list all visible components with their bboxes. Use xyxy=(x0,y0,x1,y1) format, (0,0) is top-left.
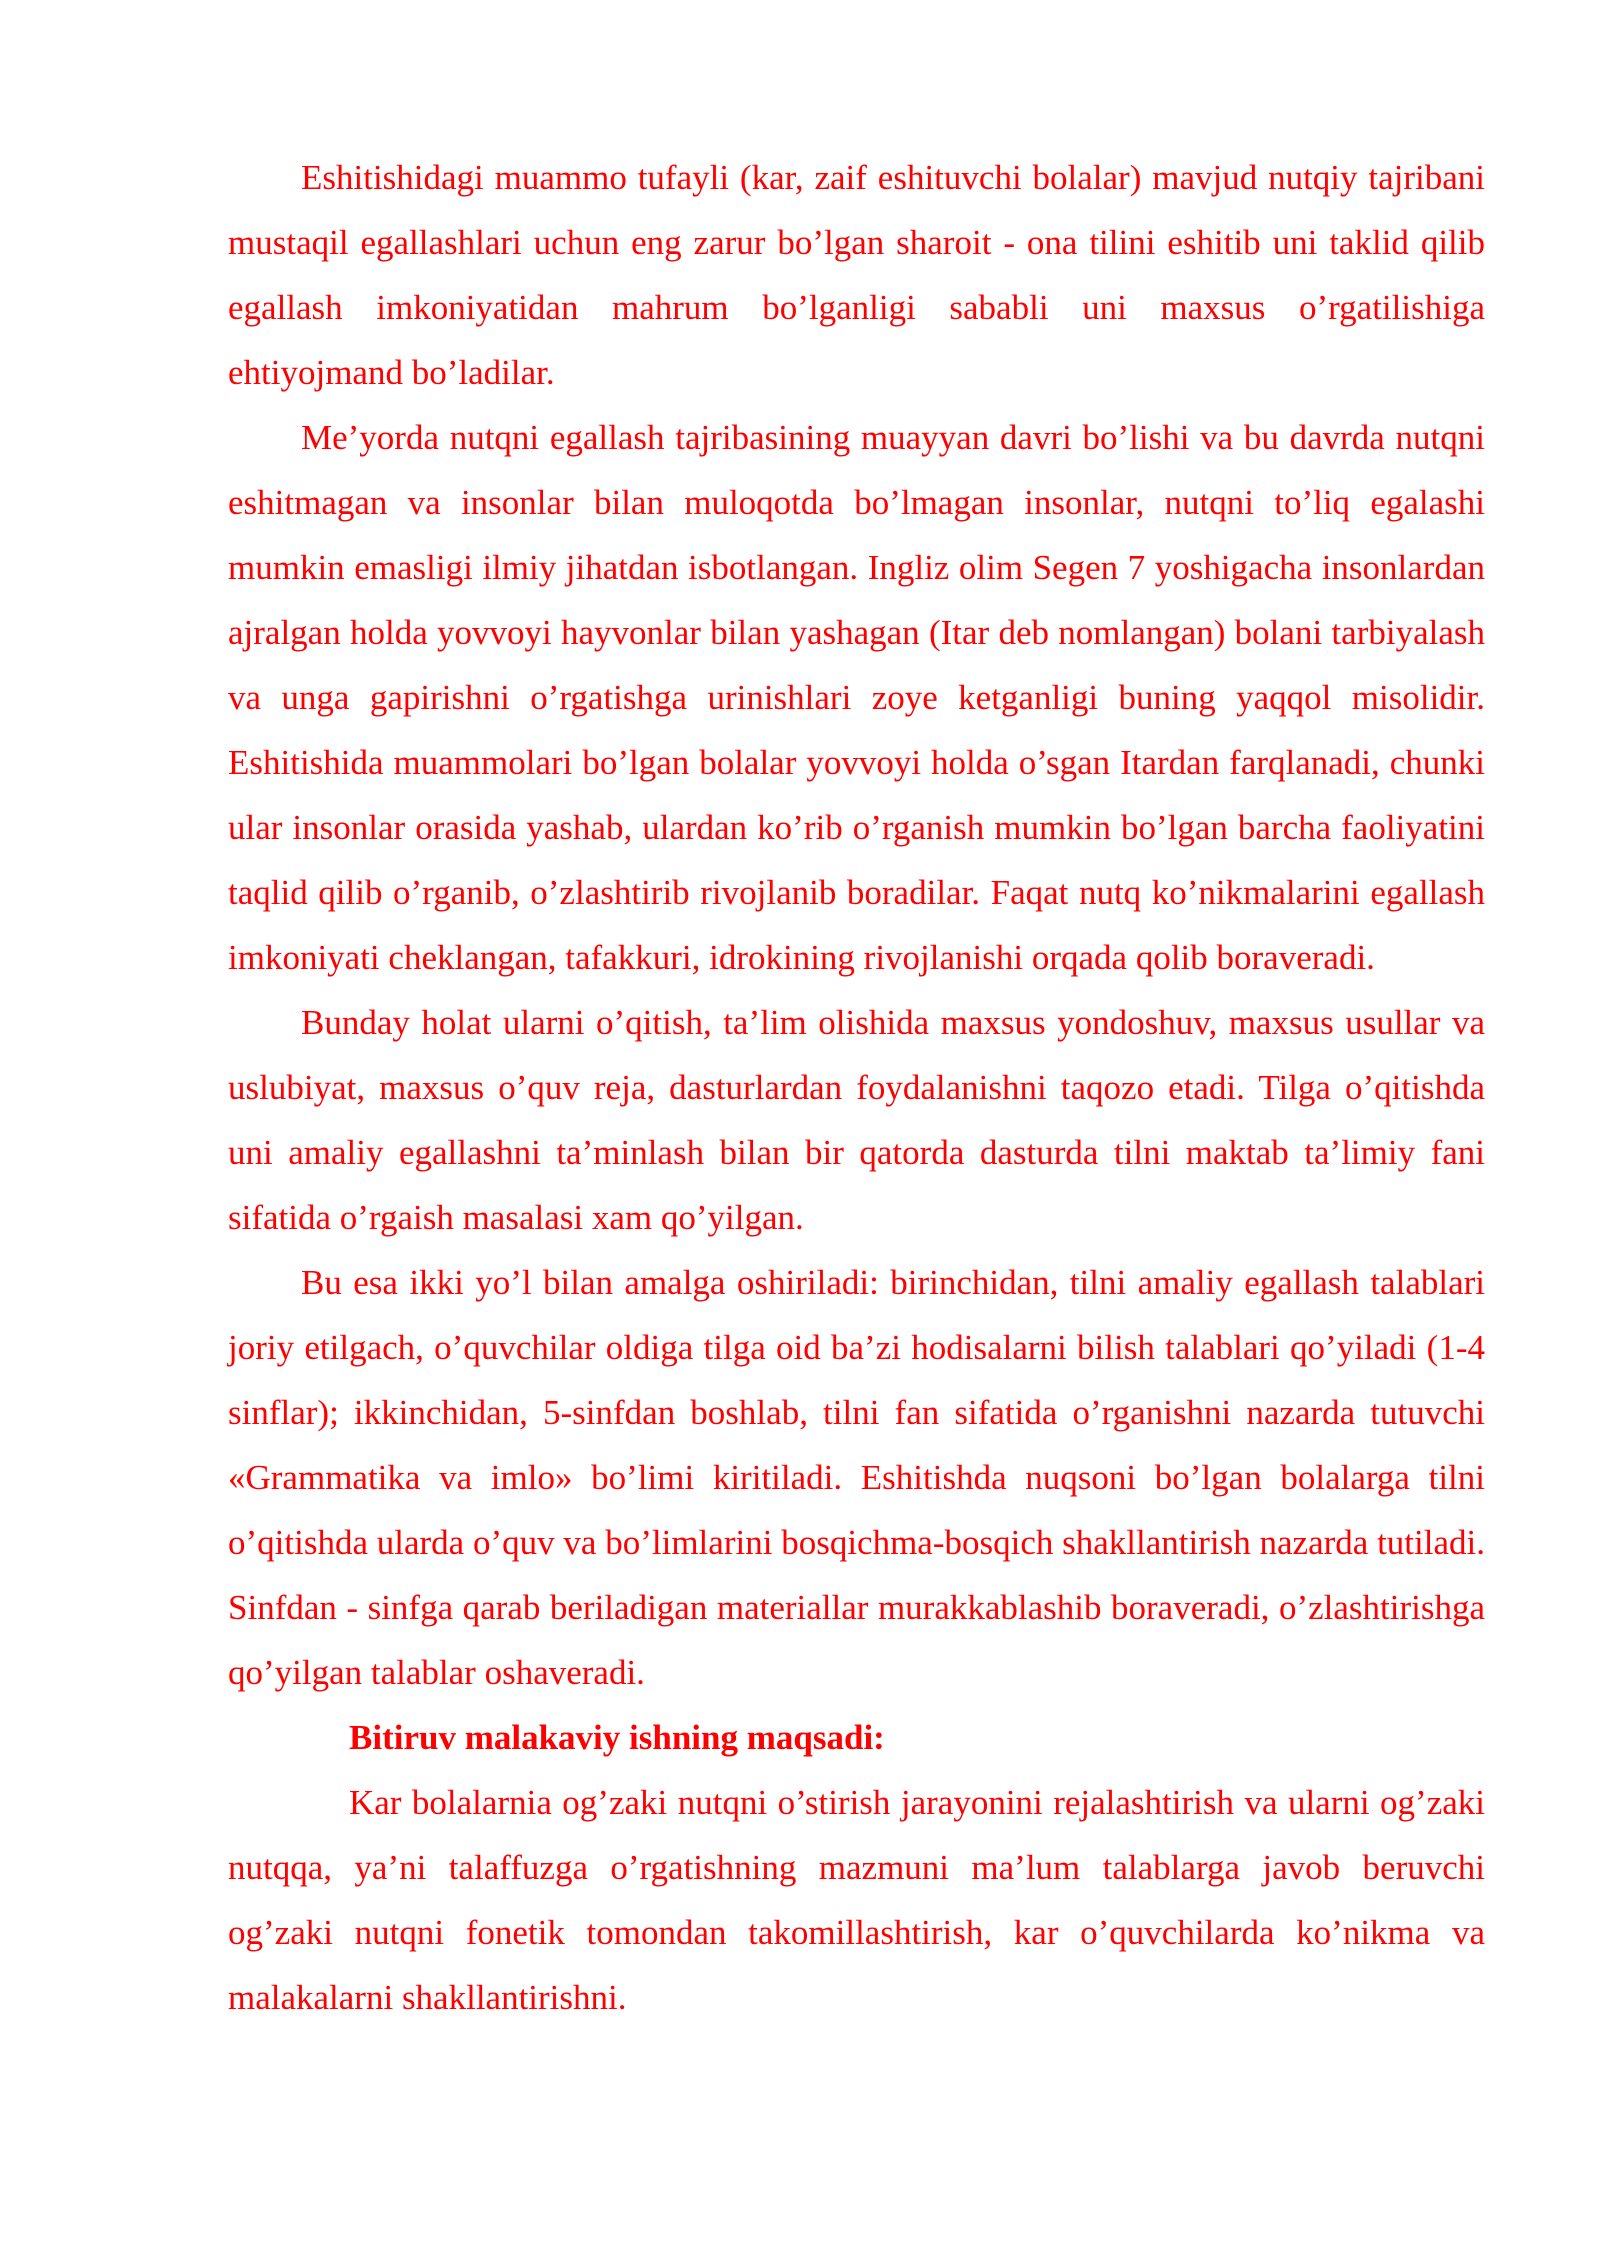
section-heading: Bitiruv malakaviy ishning maqsadi: xyxy=(349,1718,885,1757)
paragraph-3: Bunday holat ularni o’qitish, ta’lim olishida maxsus yondoshuv, maxsus usullar va uslubiyat, maxsus o’quv reja, dasturlardan foydalanishni taqozo etadi. Tilga o’qitishda uni amaliy egallashni ta’minlash bilan bir qatorda dasturda tilni maktab ta’limiy fani sifatida o’rgaish masalasi xam qo’yilgan. xyxy=(228,1003,1485,1237)
paragraph-2: Me’yorda nutqni egallash tajribasining muayyan davri bo’lishi va bu davrda nutqni eshitmagan va insonlar bilan muloqotda bo’lmagan insonlar, nutqni to’liq egalashi mumkin emasligi ilmiy jihatdan isbotlangan. Ingliz olim Segen 7 yoshigacha insonlardan ajralgan holda yovvoyi hayvonlar bilan yashagan (Itar deb nomlangan) bolani tarbiyalash va unga gapirishni o’rgatishga urinishlari zoye ketganligi buning yaqqol misolidir. Eshitishida muammolari bo’lgan bolalar yovvoyi holda o’sgan Itardan farqlanadi, chunki ular insonlar orasida yashab, ulardan ko’rib o’rganish mumkin bo’lgan barcha faoliyatini taqlid qilib o’rganib, o’zlashtirib rivojlanib boradilar. Faqat nutq ko’nikmalarini egallash imkoniyati cheklangan, tafakkuri, idrokining rivojlanishi orqada qolib boraveradi. xyxy=(228,418,1485,977)
closing-paragraph: Kar bolalarnia og’zaki nutqni o’stirish jarayonini rejalashtirish va ularni og’zaki nutqqa, ya’ni talaffuzga o’rgatishning mazmuni ma’lum talablarga javob beruvchi og’zaki nutqni fonetik tomondan takomillashtirish, kar o’quvchilarda ko’nikma va malakalarni shakllantirishni. xyxy=(228,1783,1485,2017)
paragraph-1: Eshitishidagi muammo tufayli (kar, zaif eshituvchi bolalar) mavjud nutqiy tajribani mustaqil egallashlari uchun eng zarur bo’lgan sharoit - ona tilini eshitib uni taklid qilib egallash imkoniyatidan mahrum bo’lganligi sababli uni maxsus o’rgatilishiga ehtiyojmand bo’ladilar. xyxy=(228,158,1485,392)
paragraph-4: Bu esa ikki yo’l bilan amalga oshiriladi: birinchidan, tilni amaliy egallash talablari joriy etilgach, o’quvchilar oldiga tilga oid ba’zi hodisalarni bilish talablari qo’yiladi (1-4 sinflar); ikkinchidan, 5-sinfdan boshlab, tilni fan sifatida o’rganishni nazarda tutuvchi «Grammatika va imlo» bo’limi kiritiladi. Eshitishda nuqsoni bo’lgan bolalarga tilni o’qitishda ularda o’quv va bo’limlarini bosqichma-bosqich shakllantirish nazarda tutiladi. Sinfdan - sinfga qarab beriladigan materiallar murakkablashib boraveradi, o’zlashtirishga qo’yilgan talablar oshaveradi. xyxy=(228,1263,1485,1692)
document-page xyxy=(228,145,1485,2030)
